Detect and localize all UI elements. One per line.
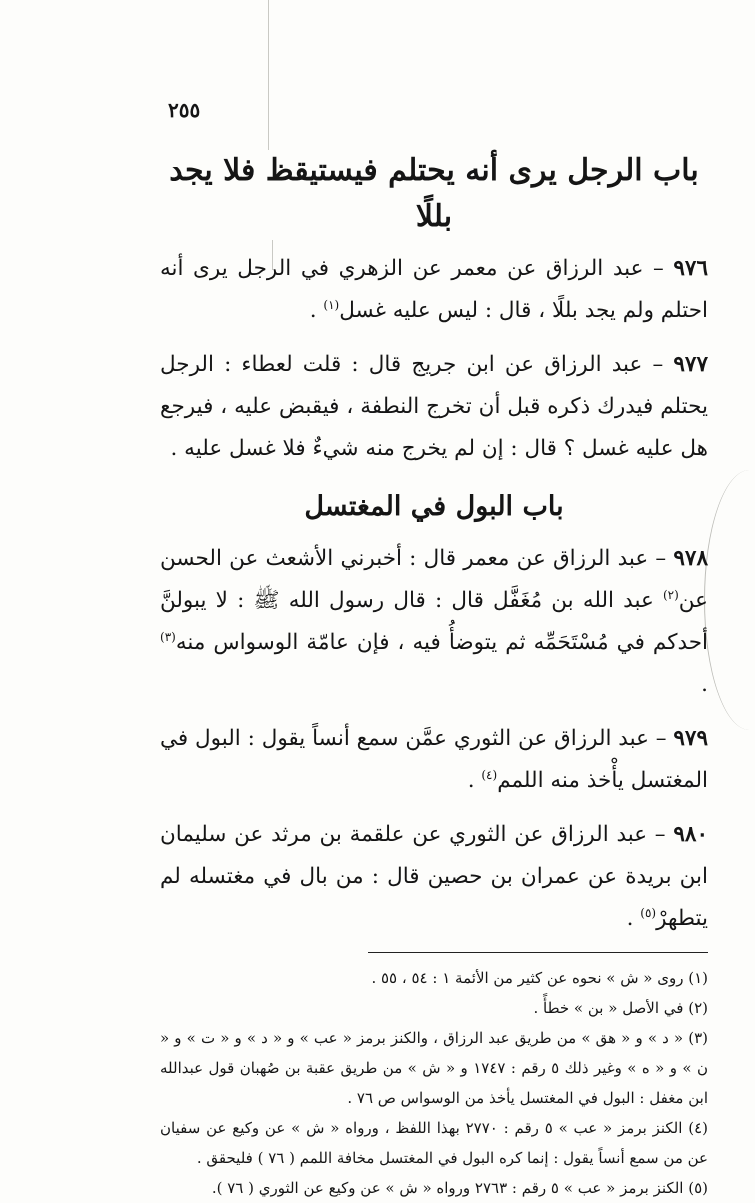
- hadith-number: ٩٧٦: [673, 256, 708, 281]
- scan-gutter-line: [268, 0, 269, 150]
- hadith-end: .: [701, 672, 708, 697]
- footnote-marker: (٥): [640, 905, 657, 920]
- hadith-paragraph: [160, 248, 708, 332]
- hadith-end: .: [626, 906, 641, 931]
- footnote: (٤) الكنز برمز « عب » ٥ رقم : ٢٧٧٠ بهذا اللفظ ، ورواه « ش » عن وكيع عن سفيان عن من سمع أنساً يقول : إنما كره البول في المغتسل مخافة اللمم ( ٧٦ ) فليحقق .: [160, 1119, 708, 1167]
- footnote: (٣) « د » و « هق » من طريق عبد الرزاق ، والكنز برمز « عب » و « د » و « ت » و « ن » و « ه » وغير ذلك ٥ رقم : ١٧٤٧ و « ش » من طريق عقبة بن صُهبان قول عبدالله ابن مغفل : البول في المغتسل يأخذ من الوسواس ص ٧٦ .: [160, 1029, 708, 1107]
- chapter-heading: باب الرجل يرى أنه يحتلم فيستيقظ فلا يجد بللًا: [169, 153, 699, 234]
- hadith-paragraph: [160, 344, 708, 470]
- page-content: [160, 148, 708, 1203]
- hadith-text: عبد الله بن مُغَفَّل قال : قال رسول الله ﷺ : لا يبولنَّ أحدكم في مُسْتَحَمِّه ثم يتوضأُ فيه ، فإن عامّة الوسواس منه: [160, 588, 708, 655]
- chapter-heading: باب البول في المغتسل: [304, 491, 564, 522]
- hadith-text: – عبد الرزاق عن معمر عن الزهري في الرجل يرى أنه احتلم ولم يجد بللًا ، قال : ليس عليه غسل: [160, 256, 708, 323]
- footnote-marker: (٤): [481, 767, 498, 782]
- hadith-number: ٩٧٧: [673, 352, 708, 377]
- hadith-end: .: [467, 768, 482, 793]
- footnote-divider: [368, 952, 708, 953]
- footnotes: [160, 963, 708, 1203]
- hadith-text: – عبد الرزاق عن معمر قال : أخبرني الأشعث عن الحسن عن: [160, 546, 708, 613]
- footnote-marker: (٢): [662, 587, 679, 602]
- hadith-number: ٩٧٩: [673, 726, 708, 751]
- hadith-paragraph: [160, 814, 708, 940]
- footnote-marker: (٣): [160, 629, 176, 644]
- footnote: (١) روى « ش » نحوه عن كثير من الأئمة ١ : ٥٤ ، ٥٥ .: [371, 969, 708, 987]
- hadith-end: .: [309, 298, 324, 323]
- footnote-marker: (١): [323, 297, 340, 312]
- footnote: (٢) في الأصل « بن » خطأً .: [533, 999, 708, 1017]
- page-number: ٢٥٥: [168, 98, 201, 122]
- page-curl-edge: [704, 470, 755, 730]
- hadith-text: – عبد الرزاق عن ابن جريج قال : قلت لعطاء : الرجل يحتلم فيدرك ذكره قبل أن تخرج النطفة ، فيقبض عليه ، فيرجع هل عليه غسل ؟ قال : إن لم يخرج منه شيءٌ فلا غسل عليه .: [160, 352, 708, 461]
- hadith-number: ٩٨٠: [673, 822, 708, 847]
- hadith-paragraph: [160, 718, 708, 802]
- footnote: (٥) الكنز برمز « عب » ٥ رقم : ٢٧٦٣ ورواه « ش » عن وكيع عن الثوري ( ٧٦ ).: [211, 1179, 708, 1197]
- hadith-number: ٩٧٨: [673, 546, 708, 571]
- hadith-text: – عبد الرزاق عن الثوري عمَّن سمع أنساً يقول : البول في المغتسل يأْخذ منه اللمم: [160, 726, 708, 793]
- hadith-paragraph: [160, 538, 708, 706]
- hadith-text: – عبد الرزاق عن الثوري عن علقمة بن مرثد عن سليمان ابن بريدة عن عمران بن حصين قال : من بال في مغتسله لم يتطهرْ: [160, 822, 708, 931]
